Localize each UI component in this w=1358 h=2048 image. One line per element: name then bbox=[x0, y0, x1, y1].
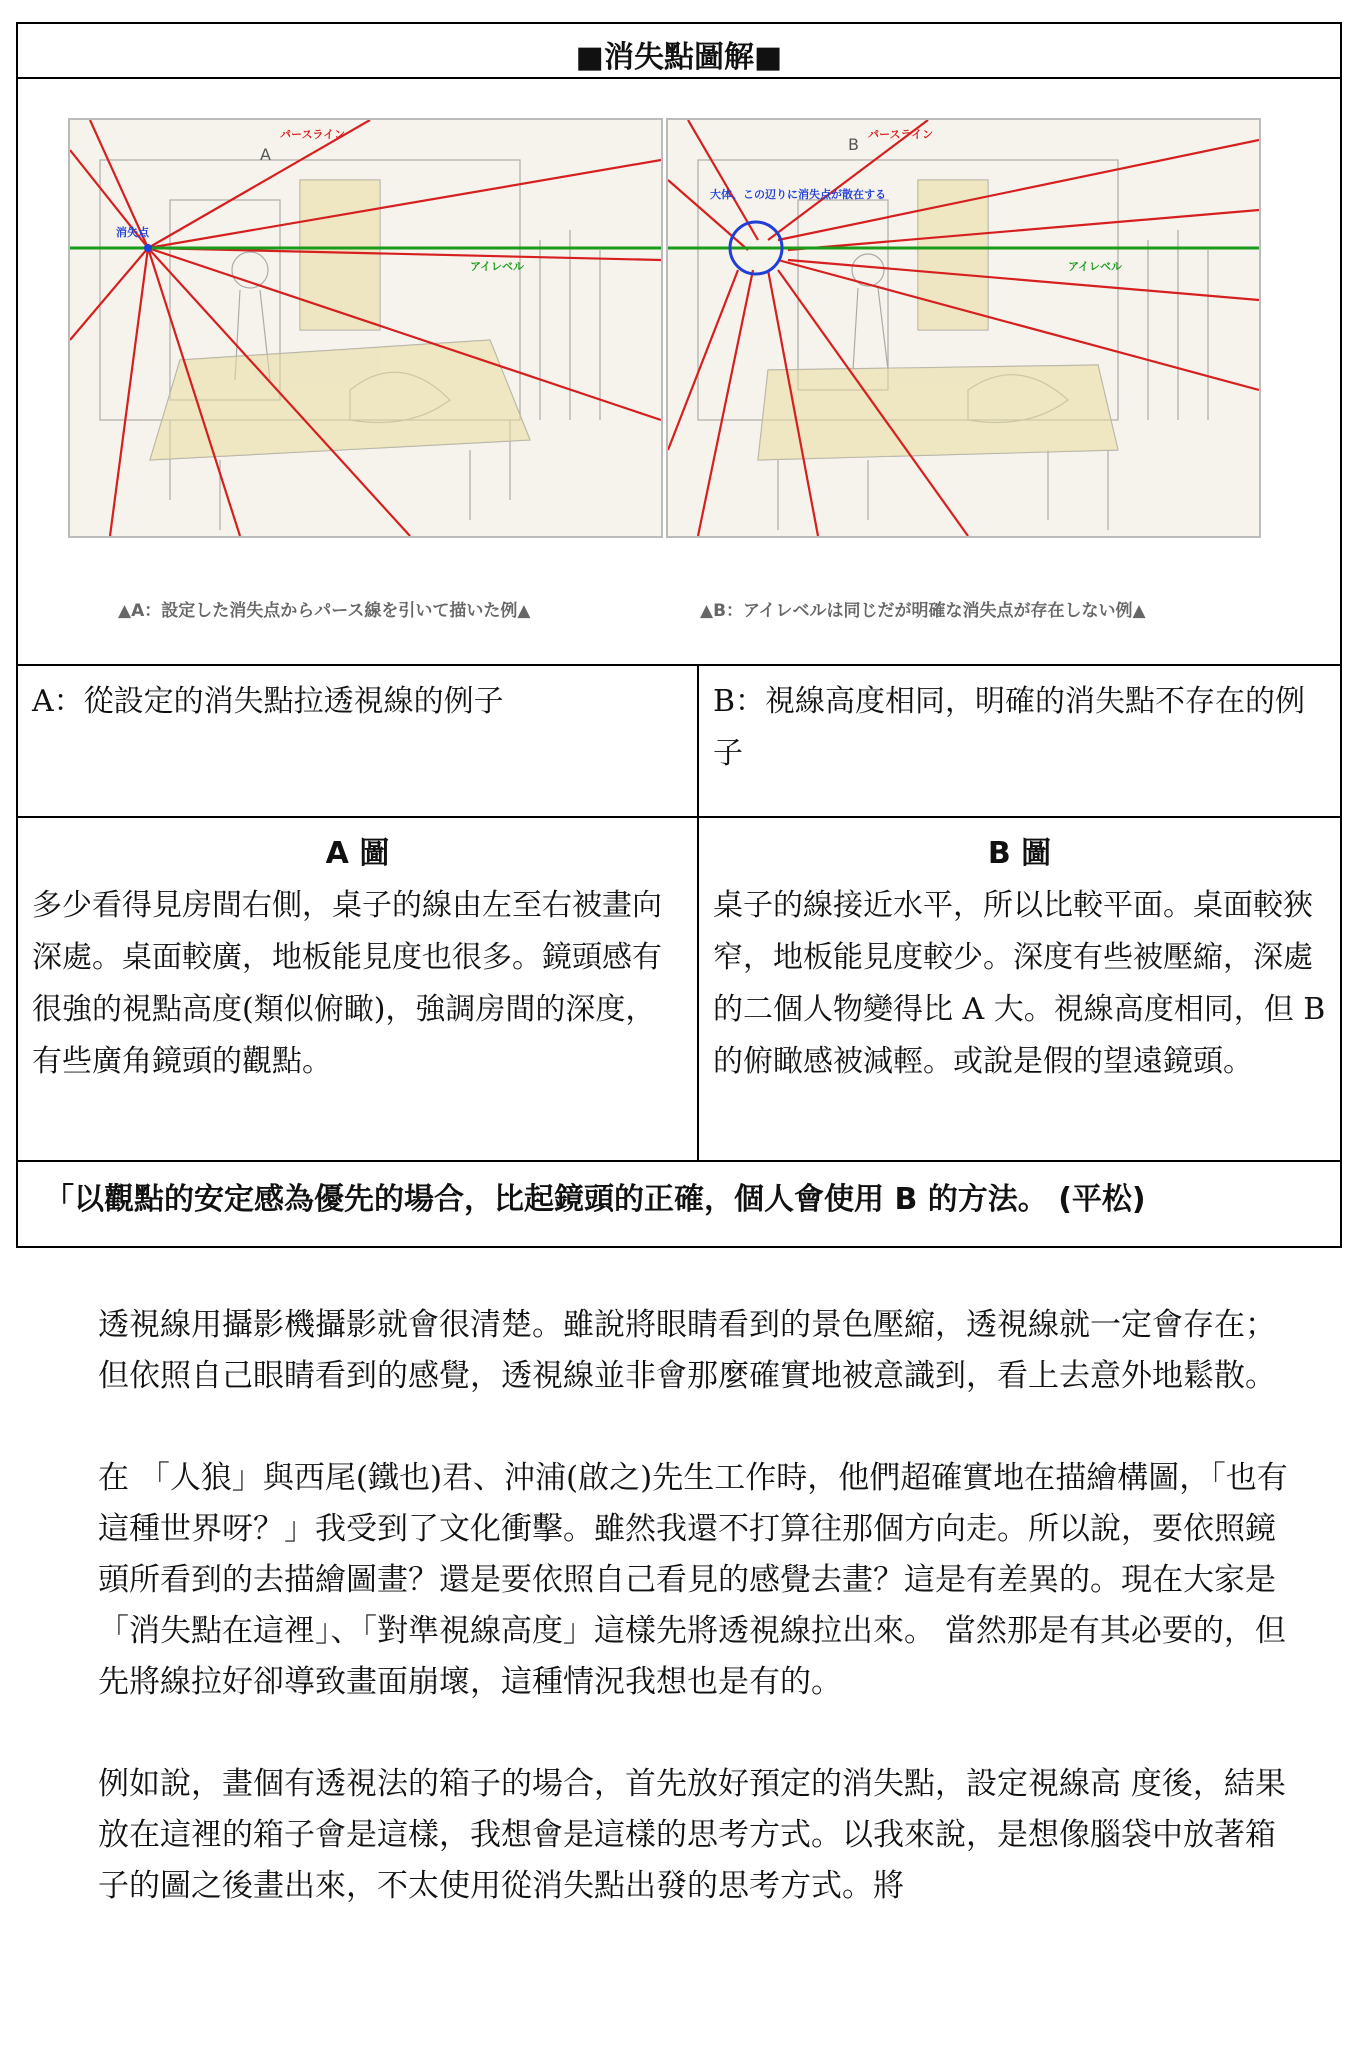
description-b bbox=[699, 818, 1340, 1160]
hiramatsu-quote: 「以觀點的安定感為優先的場合，比起鏡頭的正確，個人會使用 B 的方法。 (平松) bbox=[44, 1182, 1146, 1217]
sketch-b-letter: B bbox=[848, 135, 859, 154]
sketch-a-eyelevel-label: アイレベル bbox=[470, 260, 525, 273]
body-paragraph-1: 透視線用攝影機攝影就會很清楚。雖說將眼睛看到的景色壓縮，透視線就一定會存在；但依照自己眼睛看到的感覺，透視線並非會那麼確實地被意識到，看上去意外地鬆散。 bbox=[98, 1307, 1276, 1394]
body-paragraph-3: 例如說，畫個有透視法的箱子的場合，首先放好預定的消失點，設定視線高 度後，結果放在這裡的箱子會是這樣，我想會是這樣的思考方式。以我來說，是想像腦袋中放著箱子的圖之後畫出來，不太使用從消失點出發的思考方式。將 bbox=[98, 1766, 1286, 1904]
description-a-text: 多少看得見房間右側，桌子的線由左至右被畫向深處。桌面較廣，地板能見度也很多。鏡頭感有很強的視點高度(類似俯瞰)，強調房間的深度，有些廣角鏡頭的觀點。 bbox=[32, 888, 662, 1079]
description-row bbox=[18, 818, 1340, 1162]
body-paragraph-2: 在 「人狼」與西尾(鐵也)君、沖浦(啟之)先生工作時，他們超確實地在描繪構圖，「也有這種世界呀？」我受到了文化衝擊。雖然我還不打算往那個方向走。所以說，要依照鏡頭所看到的去描繪圖畫？還是要依照自己看見的感覺去畫？這是有差異的。現在大家是「消失點在這裡」、「對準視線高度」這樣先將透視線拉出來。 當然那是有其必要的，但先將線拉好卻導致畫面崩壞，這種情況我想也是有的。 bbox=[98, 1460, 1288, 1700]
sketch-a-letter: A bbox=[260, 145, 271, 164]
sketch-a-vanishing-label: 消失点 bbox=[116, 226, 149, 239]
description-b-heading: B 圖 bbox=[987, 836, 1052, 871]
caption-a: A：從設定的消失點拉透視線的例子 bbox=[18, 666, 699, 816]
description-b-text: 桌子的線接近水平，所以比較平面。桌面較狹窄，地板能見度較少。深度有些被壓縮，深處的二個人物變得比 A 大。視線高度相同，但 B 的俯瞰感被減輕。或說是假的望遠鏡頭。 bbox=[713, 888, 1326, 1079]
quote-row bbox=[18, 1162, 1340, 1248]
sketch-a-perspective-label: パースライン bbox=[280, 128, 346, 141]
description-a-heading: A 圖 bbox=[325, 836, 390, 871]
sketch-b-caption: ▲B：アイレベルは同じだが明確な消失点が存在しない例▲ bbox=[700, 601, 1146, 621]
sketch-b-image bbox=[666, 118, 1261, 538]
sketch-b-area-label: 大体、この辺りに消失点が散在する bbox=[710, 188, 886, 201]
body-text bbox=[98, 1300, 1288, 1963]
caption-b: B：視線高度相同，明確的消失點不存在的例子 bbox=[713, 684, 1306, 771]
description-a bbox=[18, 818, 699, 1160]
table-title: ■消失點圖解■ bbox=[575, 40, 783, 75]
caption-row bbox=[18, 666, 1340, 818]
table-title-row bbox=[18, 24, 1340, 79]
sketch-b-eyelevel-label: アイレベル bbox=[1068, 260, 1123, 273]
sketch-a-caption: ▲A：設定した消失点からパース線を引いて描いた例▲ bbox=[118, 601, 531, 621]
sketch-a-image bbox=[68, 118, 663, 538]
sketch-b-perspective-label: パースライン bbox=[868, 128, 934, 141]
